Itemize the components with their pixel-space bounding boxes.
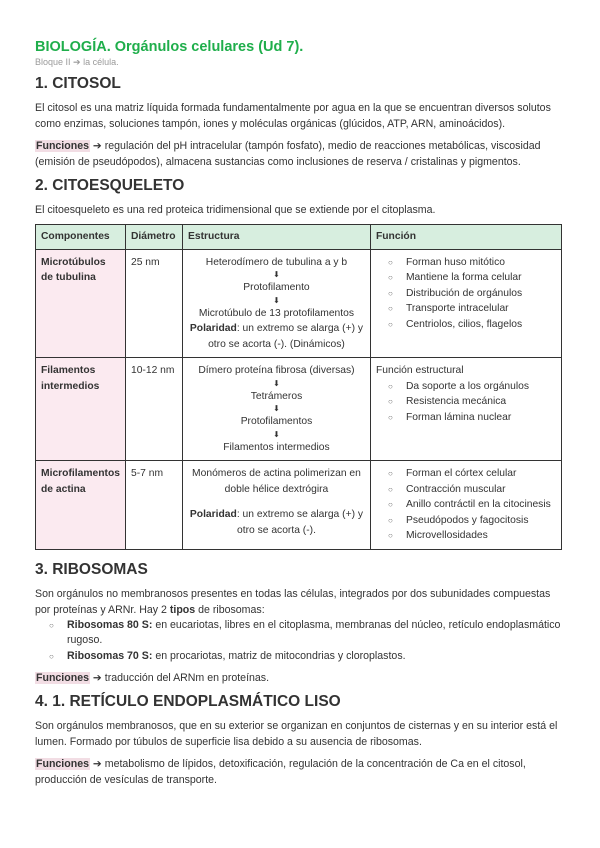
function-list [376, 466, 556, 544]
polarity-label: Polaridad [189, 509, 237, 520]
function-list [376, 255, 556, 333]
list-item: ○ Anillo contráctil en la citocinesis [388, 497, 556, 513]
citosol-paragraph: El citosol es una matriz líquida formada fundamentalmente por agua en la que se encuentran diversos solutos como enzimas, soluciones tampón, iones y moléculas orgánicas (glúcidos, ATP, ARN, aminoácidos). [35, 102, 551, 130]
component-name: Filamentos intermedios [36, 358, 126, 461]
list-item [49, 618, 565, 649]
structure-step: Tetrámeros [250, 390, 303, 402]
list-item: ○ Forman huso mitótico [388, 255, 556, 271]
polarity-text: : un extremo se alarga (+) y otro se acorta (-). (Dinámicos) [208, 323, 364, 350]
component-name: Microfilamentos de actina [36, 461, 126, 550]
citosol-functions [35, 138, 565, 170]
document-page [35, 38, 565, 794]
component-name: Microtúbulos de tubulina [36, 249, 126, 358]
ribosomas-paragraph [35, 586, 565, 618]
list-item: ○ Da soporte a los orgánulos [388, 379, 556, 395]
function-list [376, 379, 556, 426]
functions-label: Funciones [36, 758, 89, 770]
section-heading-ribosomas: 3. RIBOSOMAS [35, 560, 148, 578]
structure-step: Filamentos intermedios [223, 441, 330, 453]
header-diametro: Diámetro [125, 225, 182, 250]
structure-step: Dímero proteína fibrosa (diversas) [198, 365, 355, 376]
diameter: 10-12 nm [125, 358, 182, 461]
polarity-label: Polaridad [189, 323, 237, 334]
polarity-note [188, 507, 365, 538]
list-item: ○ Mantiene la forma celular [388, 270, 556, 286]
ribosomas-functions [35, 670, 565, 686]
section-heading-citosol: 1. CITOSOL [35, 75, 121, 92]
item-text: en procariotas, matriz de mitocondrias y cloroplastos. [152, 649, 406, 662]
list-item: ○ Forman el córtex celular [388, 466, 556, 482]
functions-text: ➔ traducción del ARNm en proteínas. [89, 672, 270, 684]
header-funcion: Función [370, 225, 561, 250]
structure-cell [182, 358, 370, 461]
diameter: 25 nm [125, 249, 182, 358]
diameter: 5-7 nm [125, 461, 182, 550]
structure-cell [182, 461, 370, 550]
text: Son orgánulos no membranosos presentes en todas las células, integrados por dos subunidades compuestas por proteínas y ARNr. Hay 2 [35, 587, 551, 616]
list-item: ○ Resistencia mecánica [388, 394, 556, 410]
function-cell [370, 249, 561, 358]
section-heading-rel: 4. 1. RETÍCULO ENDOPLASMÁTICO LISO [35, 693, 341, 710]
rel-functions [35, 756, 565, 788]
rel-paragraph: Son orgánulos membranosos, que en su exterior se organizan en conjuntos de cisternas y en su interior está el lumen. Formado por túbulos de superficie lisa debido a su ausencia de ribosomas. [35, 720, 558, 748]
header-componentes: Componentes [36, 225, 126, 250]
table-row [36, 461, 562, 550]
list-item: ○ Distribución de orgánulos [388, 286, 556, 302]
section-heading-citoesqueleto: 2. CITOESQUELETO [35, 177, 185, 194]
polarity-note [188, 321, 365, 352]
document-subtitle: Bloque II ➔ la célula. [35, 57, 119, 67]
arrow-down-icon: ⬇ [273, 270, 280, 279]
table-row [36, 358, 562, 461]
header-estructura: Estructura [182, 225, 370, 250]
list-item: ○ Forman lámina nuclear [388, 410, 556, 426]
document-title: BIOLOGÍA. Orgánulos celulares (Ud 7). [35, 39, 304, 55]
citoesqueleto-paragraph: El citoesqueleto es una red proteica tridimensional que se extiende por el citoplasma. [35, 204, 436, 216]
arrow-down-icon: ⬇ [273, 378, 280, 388]
structure-step: Microtúbulo de 13 protofilamentos [198, 307, 355, 319]
polarity-text: : un extremo se alarga (+) y otro se acorta (-). [236, 509, 364, 536]
table-header-row [36, 225, 562, 250]
item-label: Ribosomas 70 S: [67, 649, 153, 662]
list-item: ○ Transporte intracelular [388, 301, 556, 317]
function-lead: Función estructural [375, 365, 464, 376]
bold-text: tipos [169, 603, 196, 616]
arrow-down-icon: ⬇ [273, 429, 280, 439]
functions-text: ➔ regulación del pH intracelular (tampón fosfato), medio de reacciones metabólicas, viscosidad (emisión de pseudópodos), almacena sustancias como inclusiones de reserva / cristalinas y pigmentos. [35, 140, 541, 168]
function-cell [370, 461, 561, 550]
list-item: ○ Centriolos, cilios, flagelos [388, 317, 556, 333]
list-item: ○ Pseudópodos y fagocitosis [388, 513, 556, 529]
structure-step: Protofilamentos [240, 416, 313, 427]
structure-step: Protofilamento [243, 282, 310, 293]
functions-label: Funciones [36, 140, 89, 152]
item-text: en eucariotas, libres en el citoplasma, membranas del núcleo, retículo endoplasmático rugoso. [67, 618, 561, 646]
structure-step: Monómeros de actina polimerizan en doble hélice dextrógira [192, 468, 361, 495]
functions-label: Funciones [36, 672, 89, 684]
list-item: ○ Contracción muscular [388, 482, 556, 498]
structure-cell [182, 249, 370, 358]
structure-step: Heterodímero de tubulina a y b [205, 256, 348, 268]
arrow-down-icon: ⬇ [273, 404, 280, 413]
table-row [36, 249, 562, 358]
ribosome-types-list [35, 618, 565, 665]
functions-text: ➔ metabolismo de lípidos, detoxificación, regulación de la concentración de Ca en el citosol, producción de vesículas de transporte. [35, 758, 526, 786]
list-item: ○ Microvellosidades [388, 528, 556, 544]
item-label: Ribosomas 80 S: [67, 618, 153, 631]
function-cell [370, 358, 561, 461]
arrow-down-icon: ⬇ [273, 295, 280, 305]
cytoskeleton-table [35, 224, 562, 550]
text: de ribosomas: [195, 603, 265, 616]
list-item [49, 649, 565, 665]
